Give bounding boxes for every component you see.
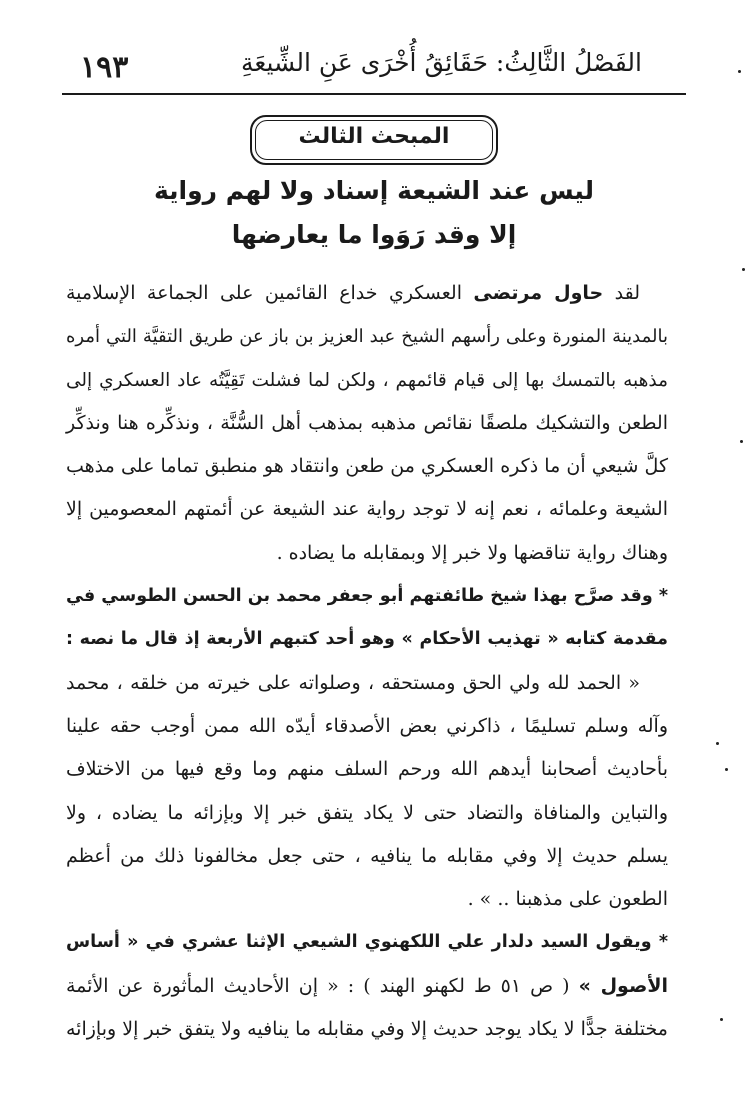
- scan-speck: [742, 268, 745, 271]
- chapter-title-line-1: ليس عند الشيعة إسناد ولا لهم رواية: [153, 176, 595, 205]
- text-line: الشيعة وعلمائه ، نعم إنه لا توجد رواية عند الشيعة عن أئمتهم المعصومين إلا: [66, 498, 668, 521]
- scan-speck: [725, 768, 728, 771]
- text-line: مذهبه بالتمسك بها إلى قيام قائمهم ، ولكن لما فشلت تَقِيَّتُه عاد العسكري إلى: [66, 369, 668, 391]
- page-header: [62, 38, 686, 92]
- text-line-bold: * ويقول السيد دلدار علي اللكهنوي الشيعي الإثنا عشري في « أساس: [66, 932, 668, 953]
- scan-speck: [738, 70, 741, 73]
- scan-speck: [716, 742, 719, 745]
- text-line: الطعن والتشكيك ملصقًا نقائص مذهبه بمذهب أهل السُّنَّة ، ونذكِّره هنا ونذكِّر: [66, 411, 668, 434]
- header-rule: [62, 93, 686, 95]
- text-line-bold: * وقد صرَّح بهذا شيخ طائفتهم أبو جعفر محمد بن الحسن الطوسي في: [66, 586, 668, 607]
- quote-line: والتباين والمنافاة والتضاد حتى لا يكاد يتفق خبر إلا وبإزائه ما يضاده ، ولا: [66, 801, 668, 824]
- scan-speck: [720, 1018, 723, 1021]
- text-line: وهناك رواية تناقضها ولا خبر إلا وبمقابله ما يضاده .: [276, 541, 668, 564]
- body-text: [66, 272, 668, 1051]
- text-line-bold: مقدمة كتابه « تهذيب الأحكام » وهو أحد كتبهم الأربعة إذ قال ما نصه :: [66, 629, 668, 650]
- chapter-title-line-2: إلا وقد رَوَوا ما يعارضها: [231, 220, 517, 249]
- text-run: لقد: [614, 282, 641, 304]
- section-label: المبحث الثالث: [298, 124, 450, 149]
- quote-line: « الحمد لله ولي الحق ومستحقه ، وصلواته على خيرته من خلقه ، محمد: [66, 671, 640, 694]
- quote-line: وآله وسلم تسليمًا ، ذاكرني بعض الأصدقاء أيدّه الله ممن أوجب حقه علينا: [66, 714, 668, 737]
- text-line: بالمدينة المنورة وعلى رأسهم الشيخ عبد العزيز بن باز عن طريق التقيَّة التي أمره: [66, 326, 668, 348]
- scan-speck: [740, 440, 743, 443]
- section-box: [250, 115, 498, 165]
- text-line: كلَّ شيعي أن ما ذكره العسكري من طعن وانتقاد هو منطبق تماما على مذهب: [66, 455, 668, 478]
- bold-name: حاول مرتضى: [473, 282, 604, 304]
- text-run: العسكري خداع القائمين على الجماعة الإسلامية: [66, 282, 462, 304]
- text-line: [66, 272, 668, 315]
- text-run: ( ص ٥١ ط لكهنو الهند ) : « إن الأحاديث المأثورة عن الأئمة: [66, 974, 570, 997]
- page-number: ١٩٣: [80, 50, 129, 85]
- text-line: [66, 965, 668, 1008]
- quote-line: بأحاديث أصحابنا أيدهم الله ورحم السلف منهم وما وقع فيها من الاختلاف: [66, 758, 668, 781]
- quote-line: الطعون على مذهبنا .. » .: [467, 888, 668, 911]
- text-line: مختلفة جدًّا لا يكاد يوجد حديث إلا وفي مقابله ما ينافيه ولا يتفق خبر إلا وبإزائه: [66, 1018, 668, 1041]
- book-title: الأصول »: [578, 974, 668, 997]
- running-title: الفَصْلُ الثَّالِثُ: حَقَائِقُ أُخْرَى عَنِ الشِّيعَةِ: [241, 48, 642, 77]
- quote-line: يسلم حديث إلا وفي مقابله ما ينافيه ، حتى جعل مخالفونا ذلك من أعظم: [66, 844, 668, 867]
